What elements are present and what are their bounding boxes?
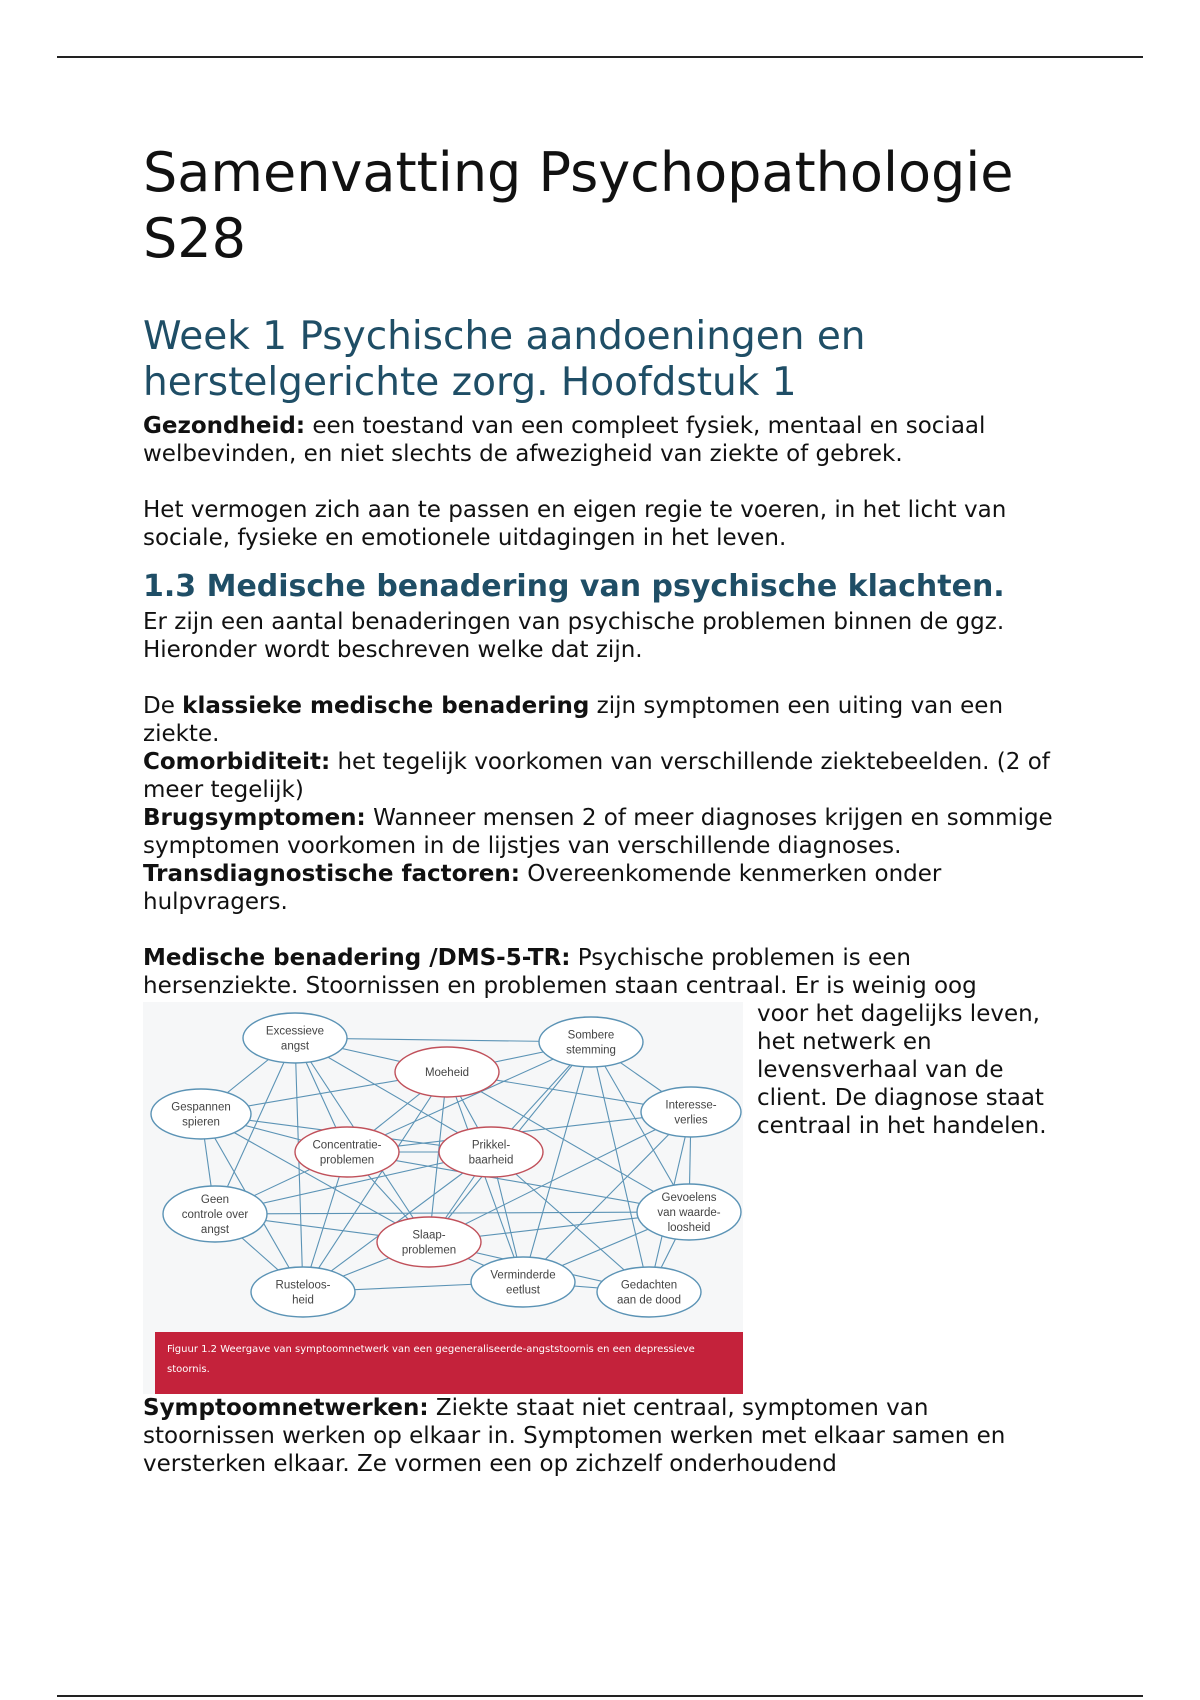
figure-row	[143, 1000, 1063, 1394]
network-node-label: Moeheid	[424, 1067, 470, 1079]
comorbiditeit-text: het tegelijk voorkomen van verschillende ziektebeelden. (2 of meer tegelijk)	[143, 749, 1050, 803]
week-heading: Week 1 Psychische aandoeningen en herstelgerichte zorg. Hoofdstuk 1	[143, 314, 866, 405]
network-node-label: eetlust	[506, 1284, 540, 1297]
section-heading: 1.3 Medische benadering van psychische klachten.	[143, 569, 1005, 604]
side-paragraph: voor het dagelijks leven, het netwerk en levensverhaal van de client. De diagnose staat centraal in het handelen.	[757, 1001, 1047, 1139]
network-node-slaap	[377, 1217, 481, 1267]
medische-benadering-paragraph	[143, 944, 1063, 1000]
comorbiditeit-paragraph	[143, 748, 1063, 804]
network-node-label: angst	[200, 1224, 230, 1236]
klassiek-text: zijn symptomen een uiting van een ziekte.	[143, 693, 1004, 747]
network-node-geencontrole	[163, 1186, 267, 1242]
network-node-label: van waarde-	[657, 1207, 721, 1219]
network-node-label: problemen	[319, 1154, 375, 1167]
network-node-label: angst	[280, 1040, 310, 1053]
klassiek-prefix: De	[143, 693, 183, 719]
medische-benadering-term: Medische benadering /DMS-5-TR:	[143, 945, 571, 971]
network-node-interesse	[641, 1087, 741, 1137]
transdiagnostisch-paragraph	[143, 860, 1063, 916]
vermogen-paragraph: Het vermogen zich aan te passen en eigen regie te voeren, in het licht van sociale, fysieke en emotionele uitdagingen in het leven.	[143, 497, 1007, 551]
network-node-label: Rusteloos-	[275, 1279, 331, 1292]
network-node-excessieve	[243, 1013, 347, 1063]
brugsymptomen-paragraph	[143, 804, 1063, 860]
network-node-ellipse	[641, 1087, 741, 1137]
transdiagnostisch-text: Overeenkomende kenmerken onder hulpvragers.	[143, 861, 942, 915]
network-node-label: Verminderde	[490, 1269, 556, 1282]
bottom-rule	[57, 1695, 1143, 1697]
comorbiditeit-term: Comorbiditeit:	[143, 749, 331, 775]
network-node-label: Gespannen	[171, 1101, 231, 1114]
network-node-label: Prikkel-	[471, 1139, 511, 1152]
document-content	[143, 140, 1063, 1478]
network-node-ellipse	[151, 1089, 251, 1139]
network-node-ellipse	[377, 1217, 481, 1267]
symptom-network-diagram	[143, 1002, 743, 1332]
network-node-ellipse	[439, 1127, 543, 1177]
network-node-ellipse	[597, 1267, 701, 1317]
symptoomnetwerken-text: Ziekte staat niet centraal, symptomen van stoornissen werken op elkaar in. Symptomen werken met elkaar samen en versterken elkaar. Ze vormen een op zichzelf onderhoudend	[143, 1395, 1006, 1477]
network-node-label: aan de dood	[617, 1294, 681, 1307]
network-node-label: Excessieve	[265, 1025, 325, 1038]
symptoomnetwerken-term: Symptoomnetwerken:	[143, 1395, 429, 1421]
network-node-concentratie	[295, 1127, 399, 1177]
network-node-label: spieren	[182, 1116, 220, 1129]
network-node-label: Slaap-	[412, 1229, 446, 1242]
network-node-gedachten	[597, 1267, 701, 1317]
symptom-network-figure	[143, 1002, 743, 1394]
network-node-label: loosheid	[667, 1222, 711, 1234]
network-node-label: problemen	[401, 1244, 457, 1257]
network-node-label: verlies	[674, 1114, 708, 1127]
top-rule	[57, 56, 1143, 58]
network-node-sombere	[539, 1017, 643, 1067]
network-node-ellipse	[471, 1257, 575, 1307]
brugsymptomen-text: Wanneer mensen 2 of meer diagnoses krijgen en sommige symptomen voorkomen in de lijstjes van verschillende diagnoses.	[143, 805, 1053, 859]
network-node-label: heid	[292, 1294, 314, 1307]
network-node-moeheid	[395, 1047, 499, 1097]
network-node-label: Gevoelens	[661, 1192, 717, 1204]
medische-benadering-text: Psychische problemen is een hersenziekte. Stoornissen en problemen staan centraal. Er is weinig oog	[143, 945, 977, 999]
transdiagnostisch-term: Transdiagnostische factoren:	[143, 861, 520, 887]
figure-caption: Figuur 1.2 Weergave van symptoomnetwerk van een gegeneraliseerde-angststoornis en een depressieve stoornis.	[155, 1332, 743, 1394]
network-node-rusteloos	[251, 1267, 355, 1317]
network-node-ellipse	[243, 1013, 347, 1063]
network-node-gespannen	[151, 1089, 251, 1139]
side-text-column	[757, 1000, 1047, 1140]
network-node-label: Concentratie-	[312, 1139, 382, 1152]
gezondheid-text: een toestand van een compleet fysiek, mentaal en sociaal welbevinden, en niet slechts de afwezigheid van ziekte of gebrek.	[143, 413, 986, 467]
document-title: Samenvatting Psychopathologie S28	[143, 141, 1014, 270]
network-node-ellipse	[251, 1267, 355, 1317]
network-node-label: Gedachten	[620, 1279, 678, 1292]
gezondheid-term: Gezondheid:	[143, 413, 306, 439]
symptoomnetwerken-paragraph	[143, 1394, 1063, 1478]
brugsymptomen-term: Brugsymptomen:	[143, 805, 366, 831]
network-node-ellipse	[539, 1017, 643, 1067]
intro-paragraph: Er zijn een aantal benaderingen van psychische problemen binnen de ggz. Hieronder wordt beschreven welke dat zijn.	[143, 609, 1005, 663]
network-node-label: controle over	[181, 1209, 249, 1221]
gezondheid-paragraph	[143, 412, 1063, 468]
network-node-label: Sombere	[567, 1029, 615, 1042]
klassiek-paragraph	[143, 692, 1063, 748]
network-node-label: stemming	[566, 1044, 616, 1057]
network-node-label: Interesse-	[665, 1099, 717, 1112]
network-node-label: baarheid	[468, 1154, 514, 1167]
network-node-eetlust	[471, 1257, 575, 1307]
klassiek-term: klassieke medische benadering	[182, 693, 590, 719]
network-node-ellipse	[295, 1127, 399, 1177]
network-node-gevoelens	[637, 1184, 741, 1240]
network-node-label: Geen	[200, 1194, 230, 1206]
network-edge	[591, 1042, 649, 1292]
network-node-prikkel	[439, 1127, 543, 1177]
